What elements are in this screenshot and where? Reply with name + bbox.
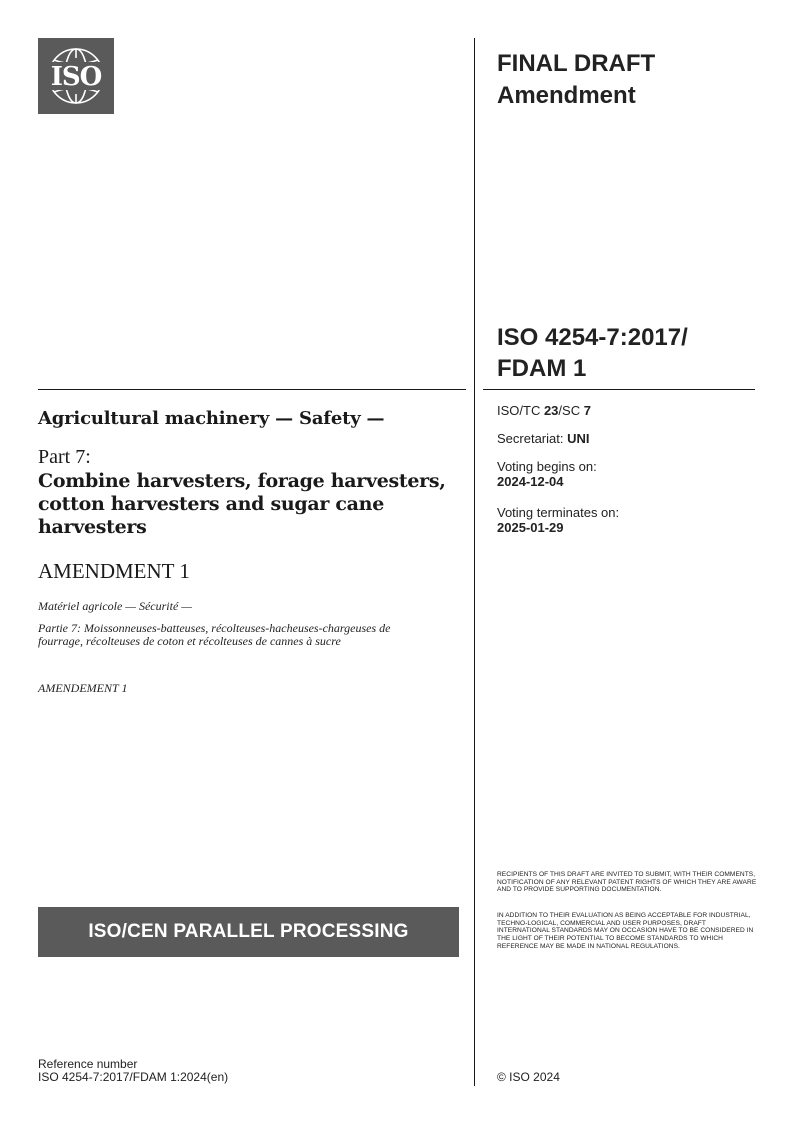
title-main: Agricultural machinery — Safety — <box>38 408 385 429</box>
title-part-name: Combine harvesters, forage harvesters, cotton harvesters and sugar cane harvesters <box>38 470 446 538</box>
document-stage <box>497 48 655 112</box>
reference-number-label: Reference number <box>38 1057 138 1071</box>
doc-id-line-2: FDAM 1 <box>497 355 587 382</box>
voting-terminates: Voting terminates on: 2025-01-29 <box>497 505 620 535</box>
voting-begins: Voting begins on: 2024-12-04 <box>497 459 597 489</box>
vertical-divider <box>474 38 475 1086</box>
logo-text: ISO <box>50 62 102 92</box>
stage-line-1: FINAL DRAFT <box>497 50 656 77</box>
technical-committee: ISO/TC 23/SC 7 <box>497 403 591 418</box>
document-id <box>497 322 688 384</box>
horizontal-divider-right <box>483 389 755 390</box>
title-part-number: Part 7: <box>38 446 91 468</box>
secretariat-value: UNI <box>567 431 590 446</box>
french-title-main: Matériel agricole — Sécurité — <box>38 599 192 613</box>
french-amendment: AMENDEMENT 1 <box>38 681 128 695</box>
stage-line-2: Amendment <box>497 82 636 109</box>
tc-number: 23 <box>543 403 559 418</box>
patent-notice: RECIPIENTS OF THIS DRAFT ARE INVITED TO SUBMIT, WITH THEIR COMMENTS, NOTIFICATION OF ANY RELEVANT PATENT RIGHTS OF WHICH THEY ARE AWARE AND TO PROVIDE SUPPORTING DOCUMENTATION. <box>497 871 757 894</box>
secretariat: Secretariat: UNI <box>497 431 590 446</box>
voting-begins-date: 2024-12-04 <box>497 474 564 489</box>
evaluation-notice: IN ADDITION TO THEIR EVALUATION AS BEING ACCEPTABLE FOR INDUSTRIAL, TECHNO-LOGICAL, COMMERCIAL AND USER PURPOSES, DRAFT INTERNATIONAL STANDARDS MAY ON OCCASION HAVE TO BE CONSIDERED IN THE LIGHT OF THEIR POTENTIAL TO BECOME STANDARDS TO WHICH REFERENCE MAY BE MADE IN NATIONAL REGULATIONS. <box>497 912 754 950</box>
reference-number-value: ISO 4254-7:2017/FDAM 1:2024(en) <box>38 1070 229 1084</box>
doc-id-line-1: ISO 4254-7:2017/ <box>497 324 688 351</box>
parallel-processing-banner: ISO/CEN PARALLEL PROCESSING <box>38 907 459 957</box>
sc-number: 7 <box>583 403 591 418</box>
french-title-part: Partie 7: Moissonneuses-batteuses, récolteuses-hacheuses-chargeuses de fourrage, récolteuses de coton et récolteuses de cannes à sucre <box>38 621 391 648</box>
amendment-label: AMENDMENT 1 <box>38 559 190 583</box>
voting-terminates-date: 2025-01-29 <box>497 520 564 535</box>
iso-logo <box>38 38 114 114</box>
iso-globe-icon <box>38 38 114 114</box>
copyright: © ISO 2024 <box>497 1070 560 1084</box>
horizontal-divider-left <box>38 389 466 390</box>
